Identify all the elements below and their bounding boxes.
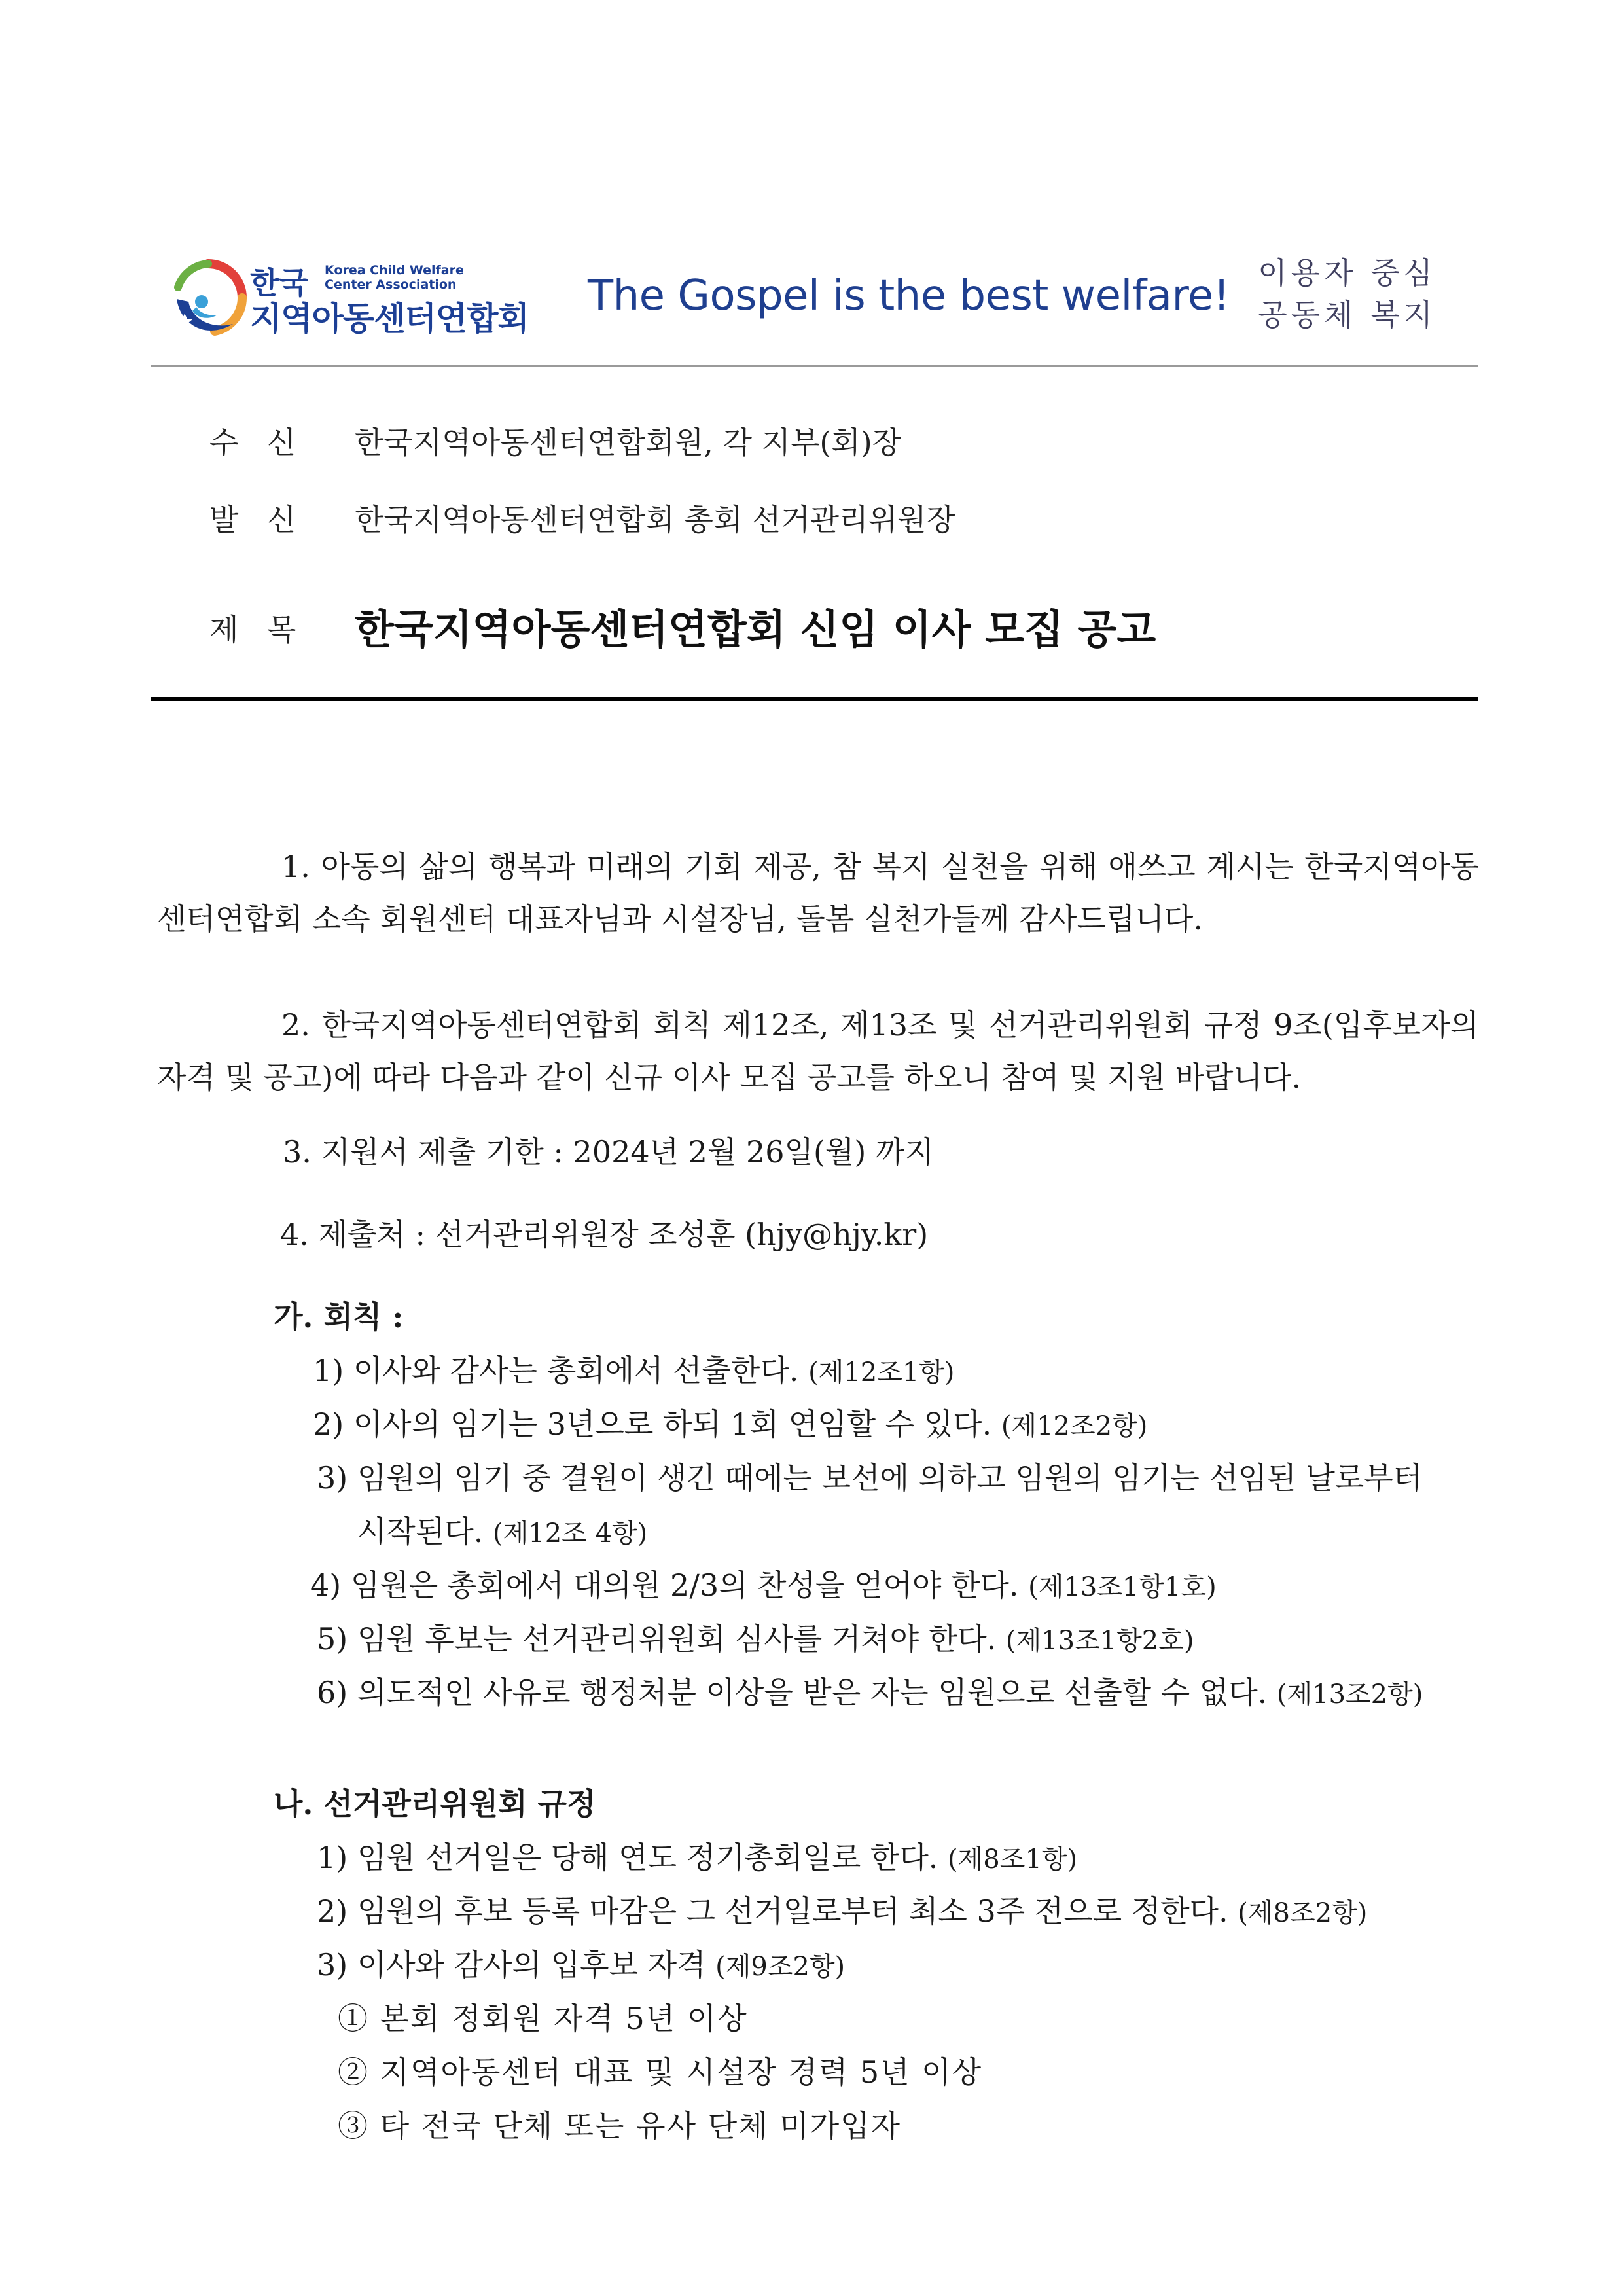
bylaw-item xyxy=(313,1401,1147,1444)
motto-line2: 공동체 복지 xyxy=(1258,297,1436,332)
bylaw-ref: (제12조 4항) xyxy=(493,1518,648,1549)
subject-label-b: 목 xyxy=(267,612,296,647)
bylaw-item-continuation xyxy=(357,1508,647,1551)
bylaw-text: 1) 이사와 감사는 총회에서 선출한다. xyxy=(313,1353,799,1388)
bylaw-item xyxy=(310,1562,1217,1605)
rule-ref: (제9조2항) xyxy=(715,1952,846,1982)
bylaw-text: 2) 이사의 임기는 3년으로 하되 1회 연임할 수 있다. xyxy=(313,1407,992,1442)
bylaw-ref: (제13조1항2호) xyxy=(1005,1626,1194,1656)
qualification-item: ① 본회 정회원 자격 5년 이상 xyxy=(338,2001,748,2036)
logo-english-name xyxy=(325,263,464,292)
subject-title: 한국지역아동센터연합회 신임 이사 모집 공고 xyxy=(355,605,1156,653)
logo-korean-full: 지역아동센터연합회 xyxy=(250,300,529,338)
logo-english-line1: Korea Child Welfare xyxy=(325,263,464,278)
recipient-value: 한국지역아동센터연합회원, 각 지부(회)장 xyxy=(355,425,902,460)
sender-label-b: 신 xyxy=(267,502,296,537)
sender-label-a: 발 xyxy=(209,502,239,537)
subject-label xyxy=(209,606,325,649)
motto-line1: 이용자 중심 xyxy=(1258,255,1436,291)
logo-english-line2: Center Association xyxy=(325,278,457,292)
rule-ref: (제8조1항) xyxy=(948,1844,1078,1874)
header-divider xyxy=(151,365,1478,367)
bylaw-text: 5) 임원 후보는 선거관리위원회 심사를 거쳐야 한다. xyxy=(317,1621,997,1657)
bylaw-item xyxy=(317,1615,1194,1659)
bylaw-item xyxy=(317,1454,1422,1498)
bylaw-ref: (제13조2항) xyxy=(1276,1679,1423,1710)
bylaw-ref: (제12조2항) xyxy=(1001,1411,1148,1441)
bylaws-title: 가. 회칙 : xyxy=(274,1299,404,1335)
recipient-label-a: 수 xyxy=(209,425,239,460)
bylaw-ref: (제12조1항) xyxy=(808,1357,955,1388)
rule-ref: (제8조2항) xyxy=(1238,1898,1368,1928)
bylaw-text: 시작된다. xyxy=(357,1514,484,1549)
rule-text: 2) 임원의 후보 등록 마감은 그 선거일로부터 최소 3주 전으로 정한다. xyxy=(317,1893,1228,1929)
recipient-label-b: 신 xyxy=(267,425,296,460)
rule-text: 3) 이사와 감사의 입후보 자격 xyxy=(317,1947,706,1982)
sender-label xyxy=(209,496,325,539)
motto xyxy=(1258,252,1436,336)
election-rule-item xyxy=(317,1888,1367,1931)
qualification-item: ② 지역아동센터 대표 및 시설장 경력 5년 이상 xyxy=(338,2054,983,2090)
slogan: The Gospel is the best welfare! xyxy=(588,272,1230,320)
bylaw-item xyxy=(313,1347,955,1390)
paragraph-1: 1. 아동의 삶의 행복과 미래의 기회 제공, 참 복지 실천을 위해 애쓰고 계시는 한국지역아동센터연합회 소속 회원센터 대표자님과 시설장님, 돌봄 실천가들께 감사드립니다. xyxy=(157,849,1479,937)
rule-text: 1) 임원 선거일은 당해 연도 정기총회일로 한다. xyxy=(317,1840,938,1875)
logo-korean-short: 한국 xyxy=(250,265,308,300)
recipient-label xyxy=(209,419,325,462)
election-rule-item xyxy=(317,1834,1077,1877)
qualification-item: ③ 타 전국 단체 또는 유사 단체 미가입자 xyxy=(338,2108,901,2144)
bylaw-ref: (제13조1항1호) xyxy=(1028,1572,1217,1602)
subject-label-a: 제 xyxy=(209,612,239,647)
bylaw-text: 3) 임원의 임기 중 결원이 생긴 때에는 보선에 의하고 임원의 임기는 선임된 날로부터 xyxy=(317,1460,1423,1496)
paragraph-2: 2. 한국지역아동센터연합회 회칙 제12조, 제13조 및 선거관리위원회 규정 9조(입후보자의 자격 및 공고)에 따라 다음과 같이 신규 이사 모집 공고를 하오니 참여 및 지원 바랍니다. xyxy=(157,1007,1479,1095)
paragraph-4-contact: 4. 제출처 : 선거관리위원장 조성훈 (hjy@hjy.kr) xyxy=(280,1217,929,1252)
election-rule-item xyxy=(317,1941,845,1984)
bylaw-text: 6) 의도적인 사유로 행정처분 이상을 받은 자는 임원으로 선출할 수 없다. xyxy=(317,1675,1268,1710)
bylaw-item xyxy=(317,1669,1423,1712)
paragraph-3-deadline: 3. 지원서 제출 기한 : 2024년 2월 26일(월) 까지 xyxy=(283,1134,934,1170)
sender-value: 한국지역아동센터연합회 총회 선거관리위원장 xyxy=(355,502,955,537)
bylaw-text: 4) 임원은 총회에서 대의원 2/3의 찬성을 얻어야 한다. xyxy=(310,1568,1019,1603)
election-rules-title: 나. 선거관리위원회 규정 xyxy=(274,1786,596,1821)
association-logo-icon xyxy=(169,259,247,344)
subject-divider xyxy=(151,697,1478,701)
